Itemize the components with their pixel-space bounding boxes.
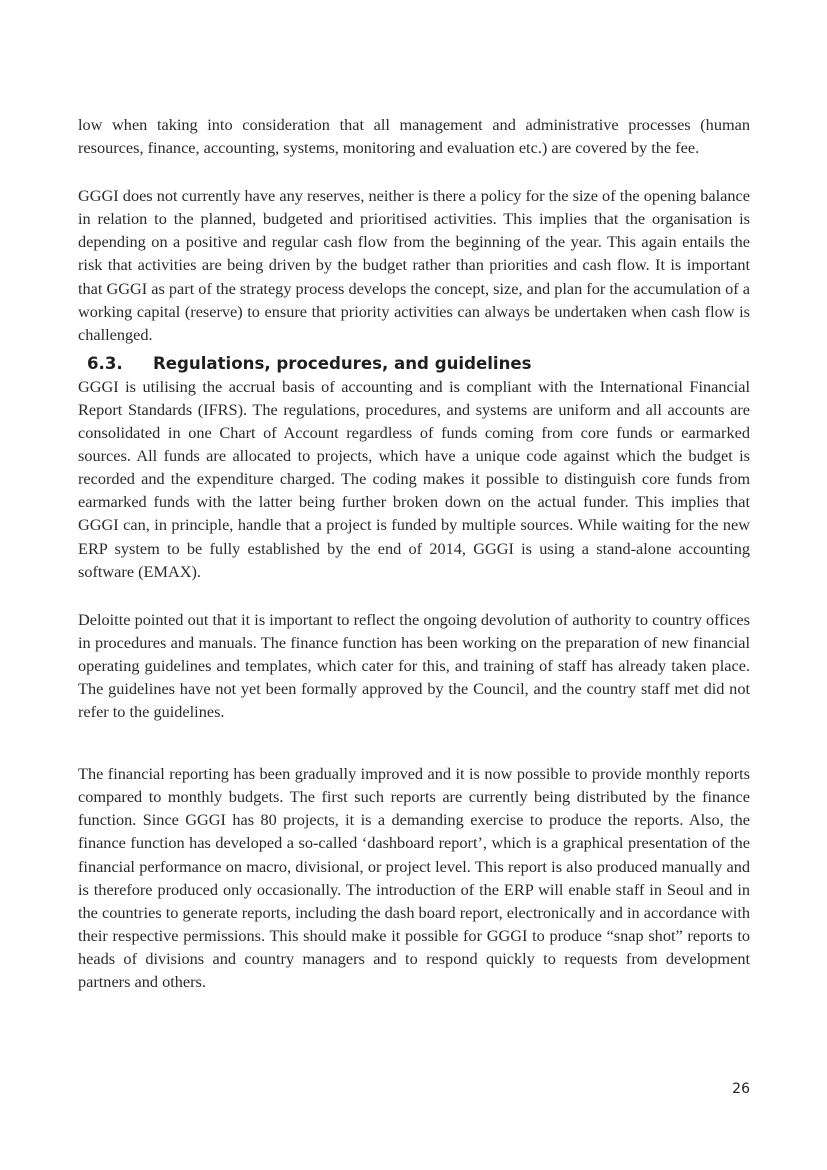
section-title: Regulations, procedures, and guidelines [153,353,532,373]
page-body [78,113,750,993]
section-number: 6.3. [87,353,123,373]
paragraph-financial-reporting: The financial reporting has been gradually improved and it is now possible to provide monthly reports compared to monthly budgets. The first such reports are currently being distributed by the finance function. Since GGGI has 80 projects, it is a demanding exercise to produce the reports. Also, the finance function has developed a so-called ‘dashboard report’, which is a graphical presentation of the financial performance on macro, divisional, or project level. This report is also produced manually and is therefore produced only occasionally. The introduction of the ERP will enable staff in Seoul and in the countries to generate reports, including the dash board report, electronically and in accordance with their respective permissions. This should make it possible for GGGI to produce “snap shot” reports to heads of divisions and country managers and to respond quickly to requests from development partners and others. [78,764,750,991]
section-heading [87,352,750,375]
paragraph-continuation: low when taking into consideration that all management and administrative processes (human resources, finance, accounting, systems, monitoring and evaluation etc.) are covered by the fee. [78,115,750,158]
paragraph-accounting-basis: GGGI is utilising the accrual basis of accounting and is compliant with the International Financial Report Standards (IFRS). The regulations, procedures, and systems are uniform and all accounts are consolidated in one Chart of Account regardless of funds coming from core funds or earmarked sources. All funds are allocated to projects, which have a unique code against which the budget is recorded and the expenditure charged. The coding makes it possible to distinguish core funds from earmarked funds with the latter being further broken down on the actual funder. This implies that GGGI can, in principle, handle that a project is funded by multiple sources. While waiting for the new ERP system to be fully established by the end of 2014, GGGI is using a stand-alone accounting software (EMAX). [78,376,750,581]
paragraph-reserves: GGGI does not currently have any reserves, neither is there a policy for the size of the opening balance in relation to the planned, budgeted and prioritised activities. This implies that the organisation is depending on a positive and regular cash flow from the beginning of the year. This again entails the risk that activities are being driven by the budget rather than priorities and cash flow. It is important that GGGI as part of the strategy process develops the concept, size, and plan for the accumulation of a working capital (reserve) to ensure that priority activities can always be undertaken when cash flow is challenged. [78,186,750,344]
paragraph-deloitte: Deloitte pointed out that it is important to reflect the ongoing devolution of authority to country offices in procedures and manuals. The finance function has been working on the preparation of new financial operating guidelines and templates, which cater for this, and training of staff has already taken place. The guidelines have not yet been formally approved by the Council, and the country staff met did not refer to the guidelines. [78,609,750,722]
page-number: 26 [732,1081,750,1097]
